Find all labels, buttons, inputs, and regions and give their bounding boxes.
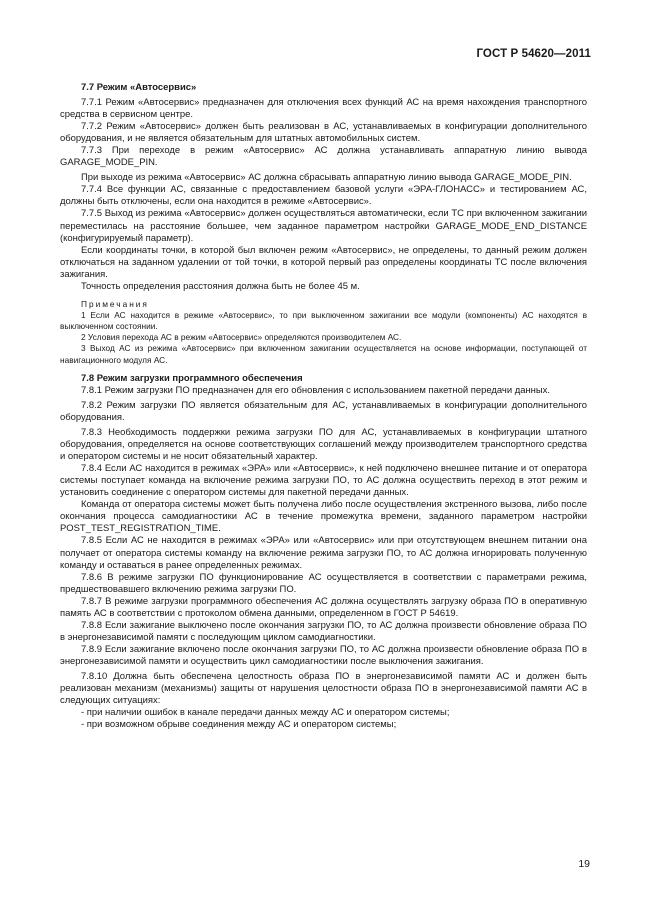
clause-7-8-7: 7.8.7 В режиме загрузки программного обеспечения АС должна осуществлять загрузку образа ПО в оперативную память АС в соответствии с протоколом обмена данными, определенном в ГОСТ Р 54619. xyxy=(60,595,587,619)
clause-7-7-2: 7.7.2 Режим «Автосервис» должен быть реализован в АС, устанавливаемых в конфигурации дополнительного оборудования, и не является обязательным для штатных автомобильных систем. xyxy=(60,121,587,145)
clause-7-8-1: 7.8.1 Режим загрузки ПО предназначен для его обновления с использованием пакетной передачи данных. xyxy=(81,384,551,396)
note-2: 2 Условия перехода АС в режим «Автосервис» определяются производителем АС. xyxy=(81,332,402,343)
page-content xyxy=(60,82,587,731)
note-3: 3 Выход АС из режима «Автосервис» при включенном зажигании осуществляется на основе информации, поступающей от навигационного модуля АС. xyxy=(60,343,587,365)
clause-7-8-2: 7.8.2 Режим загрузки ПО является обязательным для АС, устанавливаемых в конфигурации дополнительного оборудования. xyxy=(60,399,587,423)
section-7-7-title: 7.7 Режим «Автосервис» xyxy=(81,82,197,93)
clause-7-8-4-command: Команда от оператора системы может быть получена либо после осуществления экстренного вызова, либо после окончания процесса самодиагностики АС в течение промежутка времени, заданного параметром настройки POST_TEST_REGISTRATION_TIME. xyxy=(60,499,587,535)
list-item: - при наличии ошибок в канале передачи данных между АС и оператором системы; xyxy=(81,707,450,719)
standard-designation: ГОСТ Р 54620—2011 xyxy=(476,48,591,60)
clause-7-7-3-exit: При выходе из режима «Автосервис» АС должна сбрасывать аппаратную линию вывода GARAGE_MODE_PIN. xyxy=(81,172,572,184)
clause-7-8-6: 7.8.6 В режиме загрузки ПО функционирование АС осуществляется в соответствии с параметрами режима, предшествовавшего включению режима загрузки ПО. xyxy=(60,571,587,595)
clause-7-7-1: 7.7.1 Режим «Автосервис» предназначен для отключения всех функций АС на время нахождения транспортного средства в сервисном центре. xyxy=(60,97,587,121)
clause-7-8-4: 7.8.4 Если АС находится в режимах «ЭРА» или «Автосервис», к ней подключено внешнее питание и от оператора системы поступает команда на включение режима загрузки ПО, то АС должна осуществить переход в этот режим и установить соединение с оператором системы для пакетной передачи данных. xyxy=(60,463,587,499)
clause-7-7-5-coords: Если координаты точки, в которой был включен режим «Автосервис», не определены, то данный режим должен отключаться на заданном удалении от той точки, в которой первый раз определены координаты ТС после включения зажигания. xyxy=(60,244,587,280)
clause-7-8-5: 7.8.5 Если АС не находится в режимах «ЭРА» или «Автосервис» или при отсутствующем внешнем питании она получает от оператора системы команду на включение режима загрузки ПО, то АС должна игнорировать полученную команду и оставаться в ранее определенных режимах. xyxy=(60,535,587,571)
clause-7-8-10: 7.8.10 Должна быть обеспечена целостность образа ПО в энергонезависимой памяти АС и должен быть реализован механизм (механизмы) защиты от нарушения целостности образа ПО в энергонезависимой памяти АС в следующих ситуациях: xyxy=(60,670,587,707)
list-item: - при возможном обрыве соединения между АС и оператором системы; xyxy=(81,719,397,731)
clause-7-7-3: 7.7.3 При переходе в режим «Автосервис» АС должна устанавливать аппаратную линию вывода GARAGE_MODE_PIN. xyxy=(60,145,587,169)
clause-7-7-5: 7.7.5 Выход из режима «Автосервис» должен осуществляться автоматически, если ТС при включенном зажигании переместилась на расстояние большее, чем заданное параметром настройки GARAGE_MODE_END_DISTANCE (конфигурируемый параметр). xyxy=(60,208,587,244)
section-7-8-title: 7.8 Режим загрузки программного обеспечения xyxy=(81,372,303,384)
clause-7-8-3: 7.8.3 Необходимость поддержки режима загрузки ПО для АС, устанавливаемых в конфигурации штатного оборудования, определяется на основе соответствующих соглашений между производителем транспортного средства и оператором системы и не носит обязательный характер. xyxy=(60,427,587,463)
note-1: 1 Если АС находится в режиме «Автосервис», то при выключенном зажигании все модули (компоненты) АС находятся в выключенном состоянии. xyxy=(60,309,587,332)
notes-title: Примечания xyxy=(81,298,149,309)
clause-7-7-5-accuracy: Точность определения расстояния должна быть не более 45 м. xyxy=(81,280,360,292)
clause-7-7-4: 7.7.4 Все функции АС, связанные с предоставлением базовой услуги «ЭРА-ГЛОНАСС» и тестированием АС, должны быть отключены, если она находится в режиме «Автосервис». xyxy=(60,184,587,208)
clause-7-8-9: 7.8.9 Если зажигание включено после окончания загрузки ПО, то АС должна произвести обновление образа ПО в энергонезависимой памяти и осуществить цикл самодиагностики после выключения зажигания. xyxy=(60,643,587,667)
clause-7-8-8: 7.8.8 Если зажигание выключено после окончания загрузки ПО, то АС должна произвести обновление образа ПО в энергонезависимой памяти с последующим циклом самодиагностики. xyxy=(60,619,587,643)
page-number: 19 xyxy=(578,858,590,870)
